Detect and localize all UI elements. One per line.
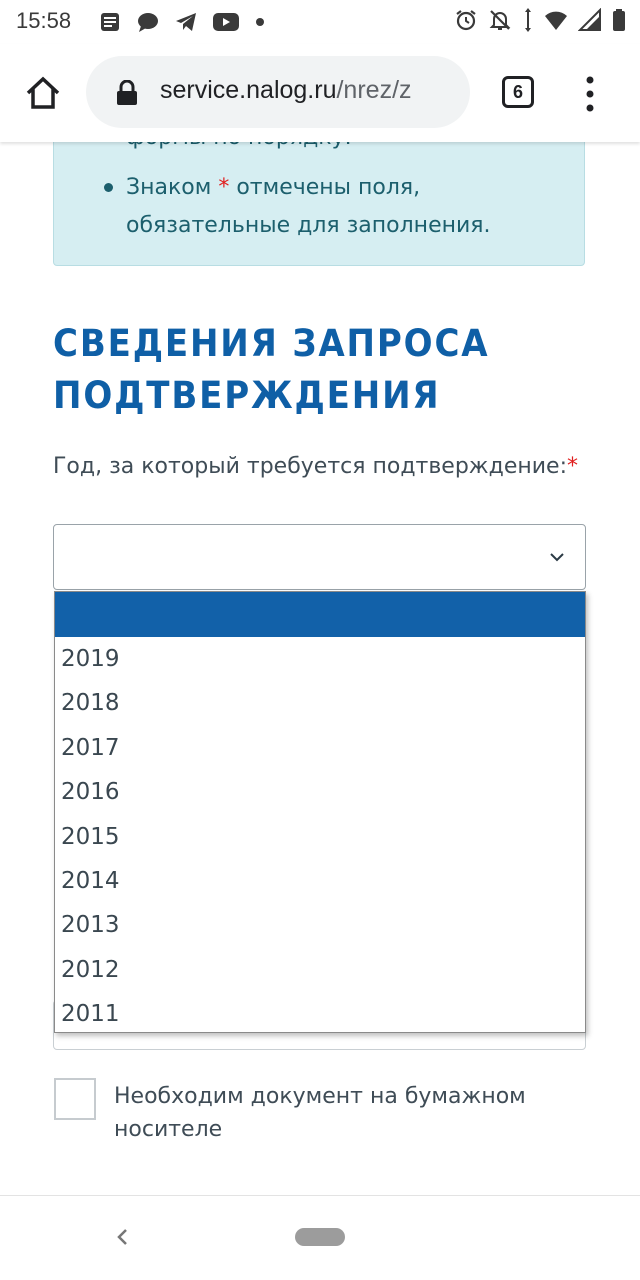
status-bar [0,0,640,44]
data-arrows-icon [522,8,534,32]
back-icon[interactable] [112,1222,132,1252]
year-option[interactable]: 2014 [61,867,120,894]
required-mark: * [218,175,230,200]
browser-toolbar [0,44,640,142]
more-menu-icon[interactable] [578,74,602,114]
youtube-icon [212,10,240,34]
paper-document-label[interactable]: Необходим документ на бумажном носителе [114,1084,526,1142]
battery-icon [612,8,626,32]
year-option[interactable]: 2018 [61,690,120,717]
year-option[interactable]: 2016 [61,779,120,806]
alarm-icon [454,8,478,32]
year-option-empty[interactable] [55,592,585,637]
nav-divider [0,1195,640,1196]
paper-document-checkbox[interactable] [54,1078,96,1120]
info-item-suffix: отмечены поля, обязательные для заполнения. [126,175,491,238]
year-dropdown-list [54,591,586,1033]
address-bar[interactable] [86,56,470,128]
year-option[interactable]: 2011 [61,1001,120,1028]
info-item-prefix: Знаком [126,175,212,200]
year-select[interactable] [53,524,586,590]
year-option[interactable]: 2013 [61,912,120,939]
chevron-down-icon [549,551,565,563]
required-mark: * [567,454,579,479]
url-path: /nrez/z [336,76,412,104]
year-option[interactable]: 2012 [61,956,120,983]
year-field-label [53,450,593,483]
dot-icon [254,10,266,34]
year-option[interactable]: 2019 [61,646,120,672]
section-title: СВЕДЕНИЯ ЗАПРОСА ПОДТВЕРЖДЕНИЯ [53,322,490,417]
telegram-icon [174,10,198,34]
home-icon[interactable] [24,74,62,112]
status-time: 15:58 [16,8,72,33]
signal-icon [578,8,602,32]
year-field-label-text: Год, за который требуется подтверждение: [53,454,568,479]
chat-icon [136,10,160,34]
status-system-icons [454,8,626,32]
lock-icon [116,80,138,106]
wifi-icon [544,8,568,32]
url-text [160,76,462,105]
year-option[interactable]: 2017 [61,734,120,761]
tab-switcher-button[interactable]: 6 [502,76,534,108]
year-option[interactable]: 2015 [61,823,120,850]
url-host: service.nalog.ru [160,76,337,104]
bullet [104,183,113,192]
info-item-required-note [126,169,546,245]
mute-icon [488,8,512,32]
status-notification-icons [98,10,266,34]
notes-icon [98,10,122,34]
home-gesture-pill[interactable] [295,1228,345,1246]
